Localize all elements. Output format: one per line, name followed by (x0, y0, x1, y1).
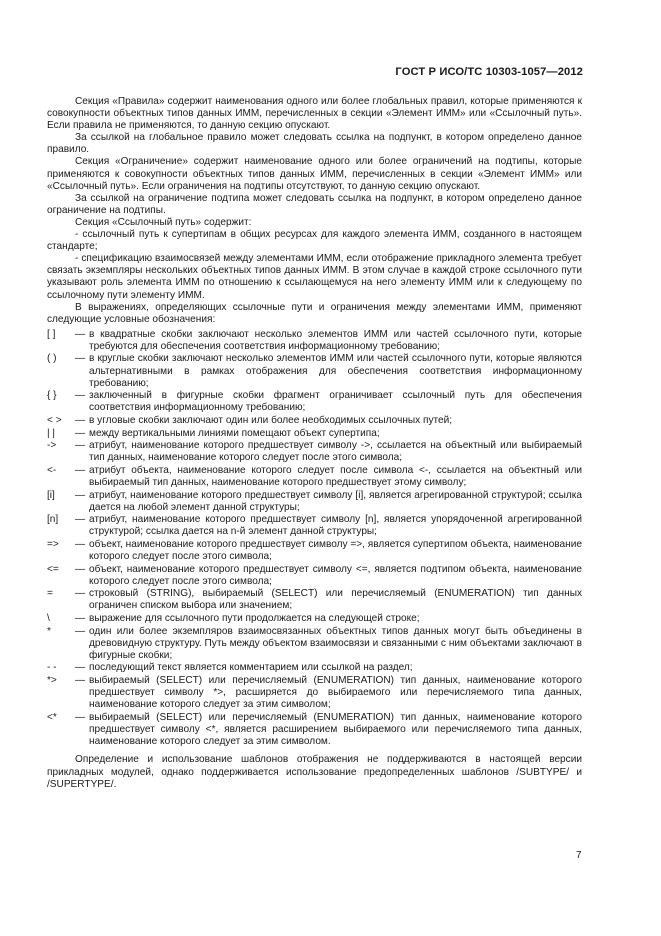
notation-dash: — (75, 414, 86, 426)
notation-dash: — (75, 440, 86, 452)
notation-symbol: *> (47, 674, 57, 686)
notation-dash: — (75, 612, 86, 624)
notation-symbol: <* (47, 711, 57, 723)
notation-description: атрибут, наименование которого предшествует символу [i], является агрегированной структурой; ссылка дается на любой элемент данной структуры; (89, 489, 582, 513)
notation-description: выбираемый (SELECT) или перечисляемый (ENUMERATION) тип данных, наименование которого предшествует символу <*, является расширением выбираемого или перечисляемого типа данных, наименование которого следует за этим символом. (89, 711, 582, 747)
standard-designation: ГОСТ Р ИСО/ТС 10303-1057—2012 (395, 66, 583, 78)
notation-description: в квадратные скобки заключают несколько элементов ИММ или частей ссылочного пути, которые требуются для обеспечения соответствия информационному требованию; (89, 328, 582, 352)
notation-symbol: { } (47, 390, 57, 402)
notation-dash: — (75, 427, 86, 439)
notation-description: выбираемый (SELECT) или перечисляемый (ENUMERATION) тип данных, наименование которого предшествует символу *>, расширяется до выбираемого или перечисляемого типа данных, наименование которого следует за этим символом; (89, 674, 582, 711)
notation-item (47, 588, 582, 612)
notation-item (47, 626, 582, 662)
notation-description: строковый (STRING), выбираемый (SELECT) или перечисляемый (ENUMERATION) тип данных ограничен списком выбора или значением; (89, 588, 582, 612)
notation-description: объект, наименование которого предшествует символу =>, является супертипом объекта, наименование которого следует после этого символа; (89, 538, 582, 562)
notation-description: последующий текст является комментарием или ссылкой на раздел; (89, 662, 413, 674)
notation-item (47, 514, 582, 538)
paragraph-global-rule-ref: За ссылкой на глобальное правило может следовать ссылка на подпункт, в котором определено данное правило. (47, 132, 582, 156)
document-body (47, 96, 582, 791)
notation-item (47, 353, 582, 389)
paragraph-reference-path-item-1: - ссылочный путь к супертипам в общих ресурсах для каждого элемента ИММ, созданного в настоящем стандарте; (47, 229, 582, 253)
paragraph-subtype-constraint-ref: За ссылкой на ограничение подтипа может следовать ссылка на подпункт, в котором определено данное ограничение на подтипы. (47, 192, 582, 216)
notation-dash: — (75, 662, 86, 674)
notation-dash: — (75, 514, 86, 526)
notation-symbol: <= (47, 563, 59, 575)
notation-dash: — (75, 563, 86, 575)
notation-dash: — (75, 489, 86, 501)
notation-item (47, 329, 582, 353)
notation-description: выражение для ссылочного пути продолжается на следующей строке; (89, 612, 420, 624)
notation-description: между вертикальными линиями помещают объект супертипа; (89, 427, 380, 439)
notation-item (47, 662, 582, 674)
notation-description: один или более экземпляров взаимосвязанных объектных типов данных могут быть объединены в древовидную структуру. Путь между объектом взаимосвязи и связанными с ним объектами заключают в фигурные скобки; (89, 625, 582, 661)
notation-symbol: -> (47, 440, 57, 452)
notation-symbol: = (47, 588, 53, 600)
notation-item (47, 539, 582, 563)
paragraph-reference-path-intro: Секция «Ссылочный путь» содержит: (75, 216, 252, 228)
notation-dash: — (75, 625, 86, 637)
notation-description: атрибут объекта, наименование которого следует после символа <-, ссылается на объектный или выбираемый тип данных, наименование которого предшествует этому символу; (89, 464, 582, 488)
notation-description: атрибут, наименование которого предшествует символу ->, ссылается на объектный или выбираемый тип данных, наименование которого следует после этого символа; (89, 440, 582, 464)
notation-description: в угловые скобки заключают один или более необходимых ссылочных путей; (89, 414, 453, 426)
notation-description: в круглые скобки заключают несколько элементов ИММ или частей ссылочного пути, которые являются альтернативными в рамках отображения для обеспечения соответствия информационному требованию; (89, 353, 582, 389)
notation-item (47, 390, 582, 414)
notation-symbol: < > (47, 414, 62, 426)
notation-item (47, 415, 582, 427)
notation-dash: — (75, 390, 86, 402)
notation-symbol: ( ) (47, 353, 57, 365)
notation-item (47, 490, 582, 514)
notation-symbol: \ (47, 612, 50, 624)
notation-item (47, 440, 582, 464)
paragraph-templates-note: Определение и использование шаблонов отображения не поддерживаются в настоящей версии прикладных модулей, однако поддерживается использование предопределенных шаблонов /SUBTYPE/ и /SUPERTYPE/. (47, 754, 582, 790)
notation-dash: — (75, 588, 86, 600)
notation-item (47, 613, 582, 625)
notation-item (47, 465, 582, 489)
notation-symbol: [n] (47, 514, 59, 526)
notation-symbol: * (47, 625, 51, 637)
paragraph-notation-intro: В выражениях, определяющих ссылочные пути и ограничения между элементами ИММ, применяют следующие условные обозначения: (47, 301, 582, 325)
notation-dash: — (75, 538, 86, 550)
notation-symbol: <- (47, 464, 57, 476)
notation-description: заключенный в фигурные скобки фрагмент ограничивает ссылочный путь для обеспечения соответствия информационному требованию; (89, 390, 582, 414)
notation-symbol: [ ] (47, 328, 56, 340)
notation-symbol: => (47, 538, 59, 550)
notation-item (47, 564, 582, 588)
notation-list (47, 329, 582, 748)
notation-dash: — (75, 328, 86, 340)
paragraph-rules-section: Секция «Правила» содержит наименования одного или более глобальных правил, которые применяются к совокупности объектных типов данных ИММ, перечисленных в секции «Элемент ИММ» или «Ссылочный путь». Если правила не применяются, то данную секцию опускают. (47, 96, 582, 132)
page-number: 7 (576, 850, 582, 861)
paragraph-reference-path-item-2: - спецификацию взаимосвязей между элементами ИММ, если отображение прикладного элемента требует связать экземпляры нескольких объектных типов данных ИММ. В этом случае в каждой строке ссылочного пути указывают роль элемента ИММ по отношению к ссылающемуся на него элементу ИММ или к следующему по ссылочному пути элементу ИММ. (47, 253, 582, 301)
notation-item (47, 675, 582, 711)
notation-item (47, 712, 582, 748)
notation-dash: — (75, 353, 86, 365)
notation-description: объект, наименование которого предшествует символу <=, является подтипом объекта, наименование которого следует после этого символа; (89, 563, 582, 587)
notation-symbol: | | (47, 427, 56, 439)
notation-item (47, 428, 582, 440)
notation-symbol: - - (47, 662, 57, 674)
notation-symbol: [i] (47, 489, 55, 501)
paragraph-constraint-section: Секция «Ограничение» содержит наименование одного или более ограничений на подтипы, которые применяются к совокупности объектных типов данных ИММ, перечисленных в секции «Элемент ИММ» или «Ссылочный путь». Если ограничения на подтипы отсутствуют, то данную секцию опускают. (47, 156, 582, 192)
notation-description: атрибут, наименование которого предшествует символу [n], является упорядоченной агрегированной структурой; ссылка дается на n-й элемент данной структуры; (89, 514, 582, 538)
notation-dash: — (75, 464, 86, 476)
notation-dash: — (75, 711, 86, 723)
notation-dash: — (75, 674, 86, 686)
